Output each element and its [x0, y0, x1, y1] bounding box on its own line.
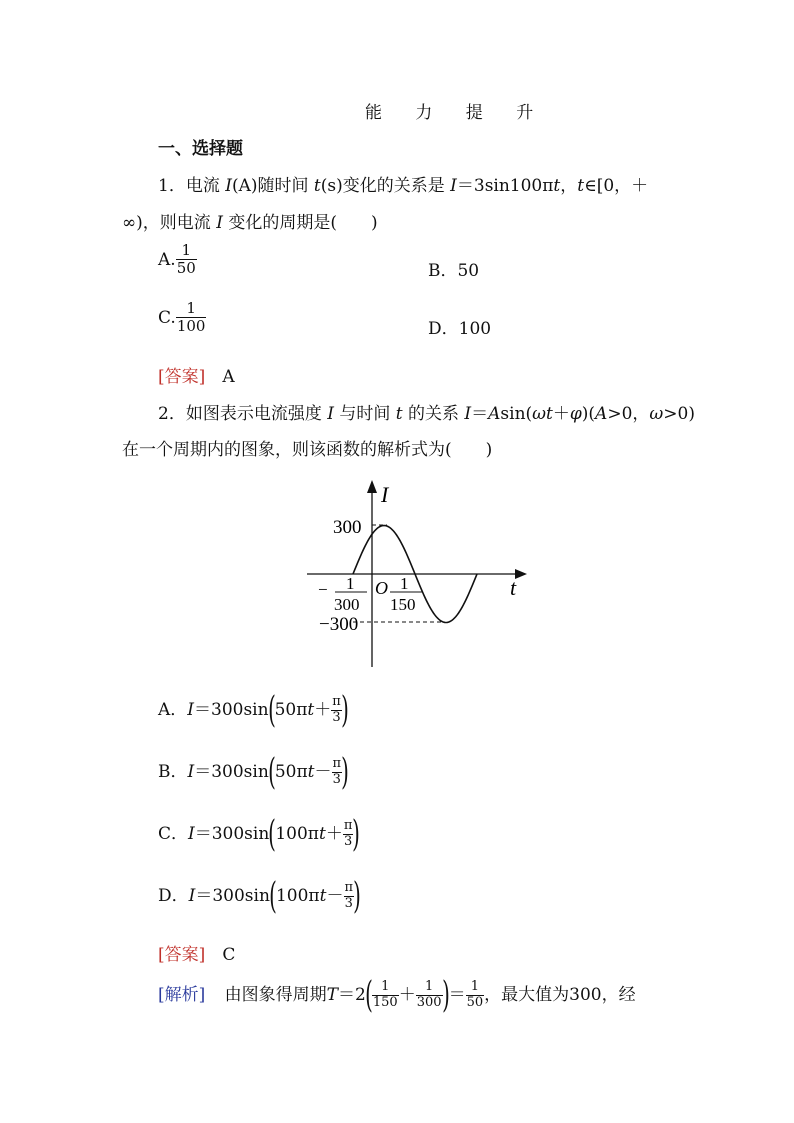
answer-label: [答案] [158, 945, 206, 965]
q1-option-a: A. $\frac{1}{50}$ [158, 241, 196, 278]
y-min-label: −300 [319, 614, 359, 635]
page-title: 能 力 提 升 [365, 103, 548, 123]
q2-answer [158, 940, 235, 965]
sine-graph [295, 475, 535, 675]
q1-stem-line1: 1．电流 I(A)随时间 t(s)变化的关系是 I＝3sin100πt，t∈[0，＋ [158, 176, 649, 196]
q2-option-a: A．I＝300sin(50πt＋ $\frac{\pi}{3}$ ) [158, 690, 349, 731]
q2-stem-line1: 2．如图表示电流强度 I 与时间 t 的关系 I＝Asin(ωt＋φ)(A>0，ω>0) [158, 404, 695, 424]
i-axis-arrow-icon [367, 480, 377, 493]
answer-label: [答案] [158, 367, 206, 387]
section-heading: 一、选择题 [158, 139, 243, 159]
q2-stem-line2: 在一个周期内的图象，则该函数的解析式为( ) [122, 440, 493, 460]
origin-label: O [375, 578, 388, 598]
q1-option-b: B．50 [428, 261, 480, 281]
x-right-den: 150 [390, 595, 416, 614]
q1-option-c: C. $\frac{1}{100}$ [158, 299, 206, 336]
analysis-label: [解析] [158, 985, 206, 1005]
x-left-den: 300 [334, 595, 360, 614]
x-left-sign: − [318, 580, 328, 599]
answer-value: A [222, 367, 235, 387]
t-axis-label: t [510, 575, 517, 600]
t-axis-arrow-icon [515, 569, 527, 579]
q1-stem-line2: ∞)，则电流 I 变化的周期是( ) [122, 213, 378, 233]
x-right-num: 1 [400, 574, 409, 593]
i-axis-label: I [381, 482, 389, 507]
q2-analysis: [解析] 由图象得周期T＝2( $\frac{1}{150}$ ＋ $\frac{1}{300}$ )＝ $\frac{1}{50}$ ，最大值为300，经 [158, 975, 636, 1016]
q2-option-b: B．I＝300sin(50πt－ $\frac{\pi}{3}$ ) [158, 752, 349, 793]
q2-option-c: C．I＝300sin(100πt＋ $\frac{\pi}{3}$ ) [158, 814, 361, 855]
q2-option-d: D．I＝300sin(100πt－ $\frac{\pi}{3}$ ) [158, 876, 361, 917]
q1-option-d: D．100 [428, 319, 492, 339]
q1-answer [158, 362, 235, 387]
y-max-label: 300 [333, 517, 362, 538]
answer-value: C [222, 945, 236, 965]
x-left-num: 1 [346, 574, 355, 593]
